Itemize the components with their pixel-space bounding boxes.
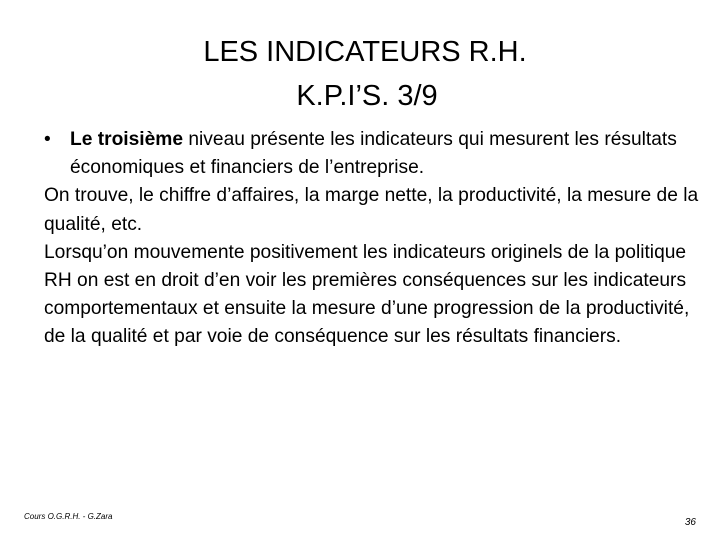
title-line-1: LES INDICATEURS R.H. (203, 36, 527, 68)
bullet-item (44, 126, 704, 182)
paragraph-1: On trouve, le chiffre d’affaires, la marge nette, la productivité, la mesure de la qualité, etc. (44, 185, 699, 235)
bullet-bold-text: Le troisième (70, 129, 184, 150)
bullet-text: niveau présente les indicateurs qui mesurent les résultats économiques et financiers de l’entreprise. (70, 129, 677, 179)
footer-course-label: Cours O.G.R.H. - G.Zara (24, 512, 113, 521)
bullet-icon: • (44, 129, 51, 150)
slide-title (0, 30, 720, 118)
page-number: 36 (684, 517, 696, 528)
title-line-2: K.P.I’S. 3/9 (296, 80, 438, 112)
slide-body (44, 126, 704, 352)
paragraph-2: Lorsqu’on mouvemente positivement les indicateurs originels de la politique RH on est en droit d’en voir les premières conséquences sur les indicateurs comportementaux et ensuite la mesure d’une progression de la productivité, de la qualité et par voie de conséquence sur les résultats financiers. (44, 241, 690, 348)
